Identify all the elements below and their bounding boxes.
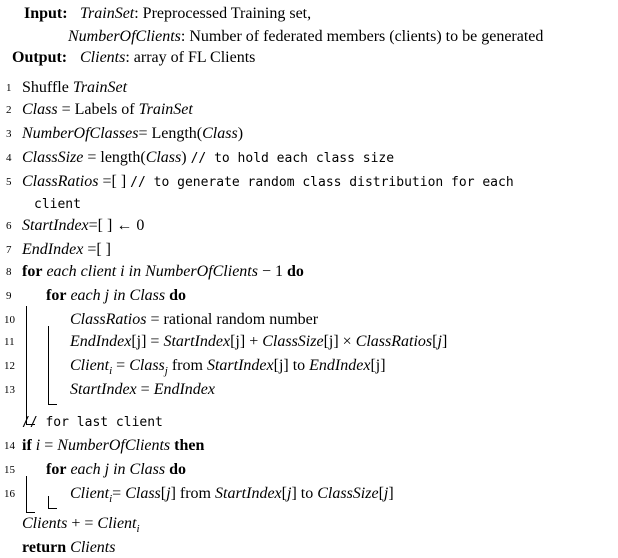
input-clients-desc: : Number of federated members (clients) to be generated	[180, 28, 544, 45]
output-desc: : array of FL Clients	[125, 49, 256, 66]
line-text: for each j in Class do	[46, 461, 187, 478]
line-number: 7	[6, 244, 12, 256]
line-number: 5	[6, 176, 12, 188]
line-number: 10	[4, 314, 15, 326]
line-number: 15	[4, 464, 15, 476]
line-text: Shuffle TrainSet	[22, 79, 128, 96]
output-label: Output:	[12, 49, 68, 66]
line-number: 4	[6, 152, 12, 164]
last-for-block-bar	[48, 496, 49, 508]
line-text: // for last client	[22, 415, 163, 430]
for-block-end	[26, 424, 35, 425]
line-text: Class = Labels of TrainSet	[22, 101, 193, 118]
line-number: 12	[4, 360, 15, 372]
input-trainset-desc: : Preprocessed Training set,	[134, 5, 312, 22]
input-clients-name: NumberOfClients	[68, 28, 181, 45]
line-number: 3	[6, 128, 12, 140]
line-text: StartIndex=[ ] ← 0	[22, 217, 145, 234]
if-block-end	[26, 512, 35, 513]
line-text: Client$_i$= Class[j] from StartIndex[j] to ClassSize[j]	[70, 485, 394, 506]
output-name: Clients	[80, 49, 126, 66]
line-text: for each client i in NumberOfClients − 1 do	[22, 263, 304, 280]
line-text: ClassSize = length(Class) // to hold each class size	[22, 149, 395, 166]
line-text: EndIndex[j] = StartIndex[j] + ClassSize[j] × ClassRatios[j]	[70, 333, 448, 350]
line-text: ClassRatios =[ ] // to generate random class distribution for each	[22, 173, 514, 190]
line-number: 11	[4, 336, 15, 348]
line-text: if i = NumberOfClients then	[22, 437, 205, 454]
line-number: 2	[6, 104, 12, 116]
last-for-block-end	[48, 508, 57, 509]
line-number: 9	[6, 290, 12, 302]
line-text: Client$_i$ = Class$_j$ from StartIndex[j] to EndIndex[j]	[70, 357, 386, 378]
line-text: for each j in Class do	[46, 287, 187, 304]
line-text: NumberOfClasses= Length(Class)	[22, 125, 244, 142]
line-text: Clients + = Client$_i$	[22, 515, 140, 536]
line-number: 6	[6, 220, 12, 232]
line-text: ClassRatios = rational random number	[70, 311, 319, 328]
inner-for-block-bar	[48, 326, 49, 404]
line-number: 13	[4, 384, 15, 396]
line-number: 1	[6, 82, 12, 94]
inner-for-block-end	[48, 404, 57, 405]
line-text: StartIndex = EndIndex	[70, 381, 215, 398]
line-number: 16	[4, 488, 15, 500]
line-text: client	[34, 197, 81, 212]
line-text: return Clients	[22, 539, 116, 556]
if-block-bar	[26, 476, 27, 512]
for-block-bar	[26, 306, 27, 424]
line-text: EndIndex =[ ]	[22, 241, 111, 258]
line-number: 14	[4, 440, 15, 452]
line-number: 8	[6, 266, 12, 278]
input-label: Input:	[24, 5, 68, 22]
input-trainset-name: TrainSet	[80, 5, 135, 22]
